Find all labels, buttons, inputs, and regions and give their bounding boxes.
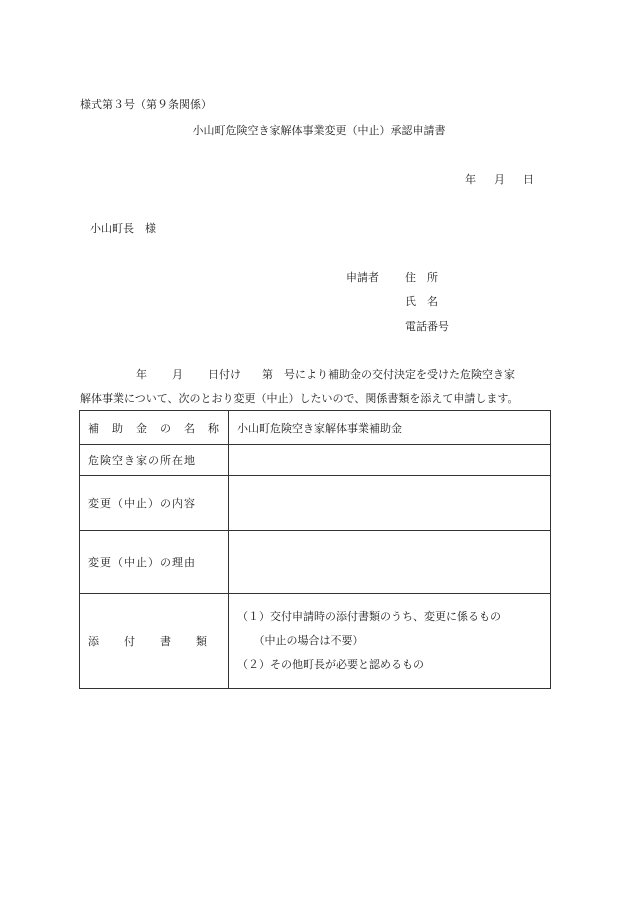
date-line [465,173,534,187]
applicant-label: 申請者 [346,271,379,284]
change-content-label: 変更（中止）の内容 [80,476,229,531]
table-row [80,445,551,476]
body-line1-text: 第 号により補助金の交付決定を受けた危険空き家 [262,368,515,381]
location-value[interactable] [229,445,551,476]
change-reason-value[interactable] [229,531,551,594]
applicant-name-label: 氏 名 [405,295,438,308]
application-table [79,410,551,689]
subsidy-name-label: 補 助 金 の 名 称 [80,411,229,445]
applicant-phone-label: 電話番号 [405,320,449,333]
body-month: 月 [172,368,183,381]
change-reason-label: 変更（中止）の理由 [80,531,229,594]
table-row [80,476,551,531]
body-year: 年 [136,368,147,381]
subsidy-name-value[interactable]: 小山町危険空き家解体事業補助金 [229,411,551,445]
attachments-label: 添 付 書 類 [80,594,229,689]
body-dated: 日付け [208,368,241,381]
date-year: 年 [465,173,476,186]
attachments-list [229,594,551,689]
attachment-item: （１）交付申請時の添付書類のうち、変更に係るもの [237,610,501,623]
attachment-item: （中止の場合は不要） [237,634,364,647]
applicant-address-label: 住 所 [405,271,438,284]
table-row [80,531,551,594]
form-number: 様式第３号（第９条関係） [80,98,212,111]
addressee: 小山町長 様 [90,222,156,235]
date-month: 月 [494,173,505,186]
table-row [80,594,551,689]
location-label: 危険空き家の所在地 [80,445,229,476]
body-line2: 解体事業について、次のとおり変更（中止）したいので、関係書類を添えて申請します。 [80,392,519,405]
date-day: 日 [523,173,534,186]
change-content-value[interactable] [229,476,551,531]
table-row [80,411,551,445]
attachment-item: （２）その他町長が必要と認めるもの [237,658,424,671]
document-title: 小山町危険空き家解体事業変更（中止）承認申請書 [192,124,446,137]
